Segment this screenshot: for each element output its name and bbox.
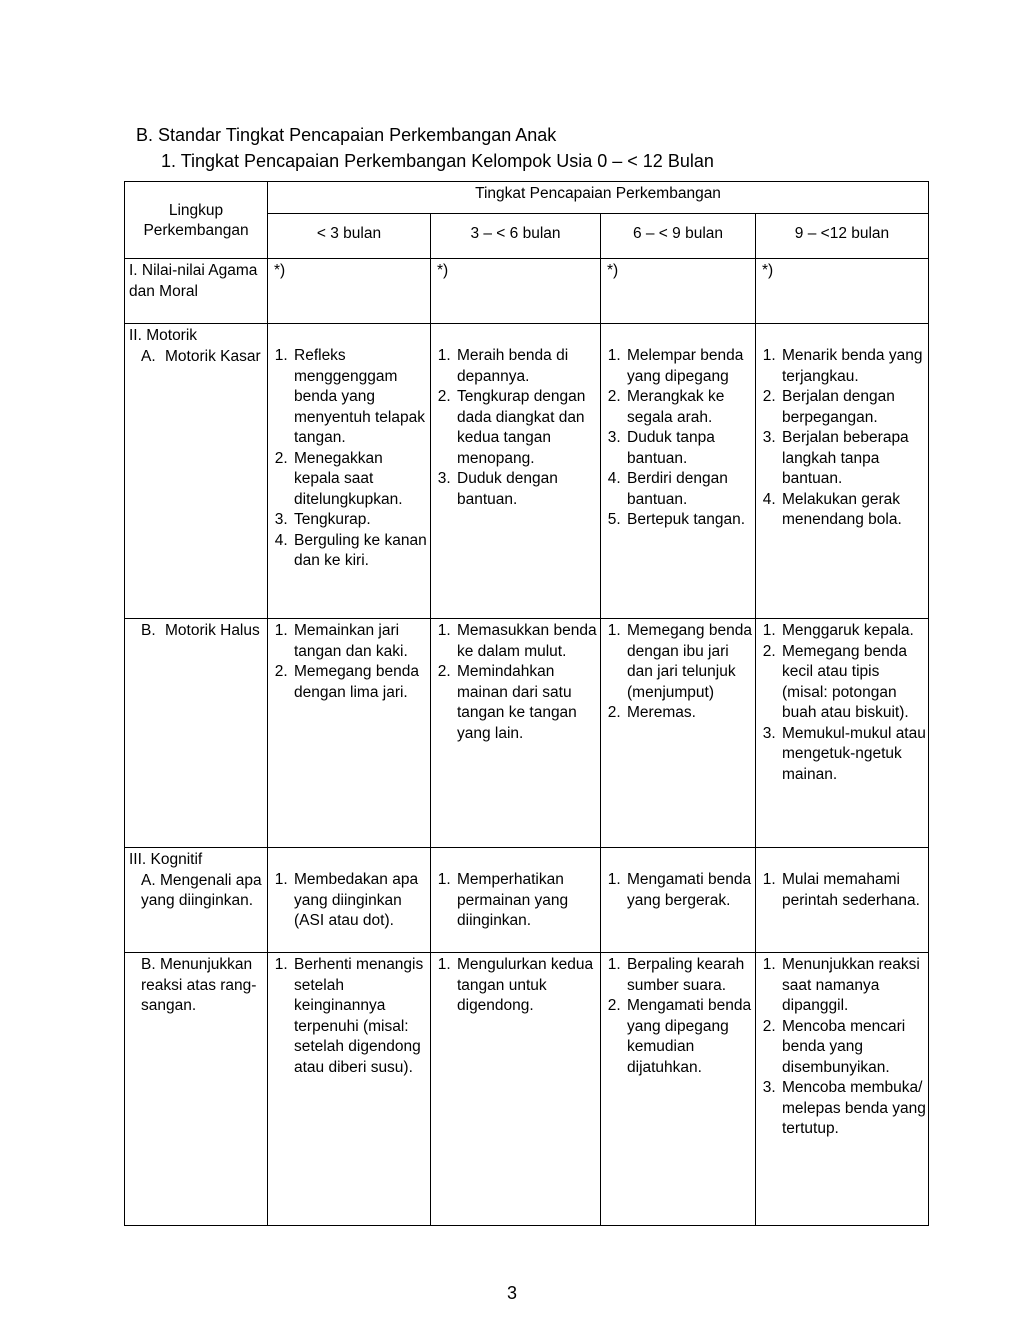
kognitif-b-cell-4 bbox=[756, 953, 929, 1226]
achievement-header: Tingkat Pencapaian Perkembangan bbox=[268, 182, 929, 214]
kasar-cell-1 bbox=[268, 324, 431, 619]
list-item: 1. Menunjukkan reaksi saat namanya dipanggil. bbox=[780, 955, 926, 1017]
list-item: 2. Meremas. bbox=[625, 703, 753, 724]
table-row bbox=[125, 953, 929, 1226]
age-col-2: 6 – < 9 bulan bbox=[601, 214, 756, 259]
scope-header: Lingkup Perkembangan bbox=[125, 182, 268, 259]
list-item: 1. Berhenti menangis setelah keinginannya terpenuhi (misal: setelah digendong atau diberi susu). bbox=[292, 955, 428, 1078]
list-item: 1. Memasukkan benda ke dalam mulut. bbox=[455, 621, 598, 662]
aspect-sub-letter: B. bbox=[141, 622, 156, 639]
kognitif-a-cell-3 bbox=[601, 848, 756, 953]
list-item: 1. Membedakan apa yang diinginkan (ASI atau dot). bbox=[292, 870, 428, 932]
kognitif-b-cell-1 bbox=[268, 953, 431, 1226]
list-item: 1. Memperhatikan permainan yang diinginkan. bbox=[455, 870, 598, 932]
aspect-motorik-kasar bbox=[125, 324, 268, 619]
list-item: 3. Duduk tanpa bantuan. bbox=[625, 428, 753, 469]
list-item: 1. Memainkan jari tangan dan kaki. bbox=[292, 621, 428, 662]
table-row bbox=[125, 619, 929, 848]
kognitif-a-cell-2 bbox=[431, 848, 601, 953]
table-header-row bbox=[125, 182, 929, 214]
list-item: 5. Bertepuk tangan. bbox=[625, 510, 753, 531]
table-row bbox=[125, 848, 929, 953]
subsection-heading: 1. Tingkat Pencapaian Perkembangan Kelompok Usia 0 – < 12 Bulan bbox=[161, 151, 714, 171]
agama-cell-4: *) bbox=[756, 259, 929, 324]
table-row bbox=[125, 324, 929, 619]
list-item: 3. Berjalan beberapa langkah tanpa bantuan. bbox=[780, 428, 926, 490]
kognitif-a-cell-1 bbox=[268, 848, 431, 953]
aspect-kognitif-a bbox=[125, 848, 268, 953]
list-item: 1. Meraih benda di depannya. bbox=[455, 346, 598, 387]
aspect-sub-label: Motorik Kasar bbox=[165, 347, 261, 365]
development-table bbox=[124, 181, 929, 1226]
kognitif-a-cell-4 bbox=[756, 848, 929, 953]
list-item: 2. Mengamati benda yang dipegang kemudian dijatuhkan. bbox=[625, 996, 753, 1078]
list-item: 1. Refleks menggenggam benda yang menyentuh telapak tangan. bbox=[292, 346, 428, 449]
list-item: 1. Melempar benda yang dipegang bbox=[625, 346, 753, 387]
kasar-cell-3 bbox=[601, 324, 756, 619]
halus-cell-2 bbox=[431, 619, 601, 848]
agama-cell-3: *) bbox=[601, 259, 756, 324]
table-row bbox=[125, 259, 929, 324]
aspect-sub-label: A. Mengenali apa yang diinginkan. bbox=[141, 871, 262, 909]
list-item: 2. Merangkak ke segala arah. bbox=[625, 387, 753, 428]
aspect-sub-label: Motorik Halus bbox=[165, 622, 260, 639]
list-item: 2. Memegang benda kecil atau tipis (misal: potongan buah atau biskuit). bbox=[780, 642, 926, 724]
age-col-0: < 3 bulan bbox=[268, 214, 431, 259]
list-item: 1. Memegang benda dengan ibu jari dan jari telunjuk (menjumput) bbox=[625, 621, 753, 703]
halus-cell-1 bbox=[268, 619, 431, 848]
list-item: 3. Memukul-mukul atau mengetuk-ngetuk mainan. bbox=[780, 724, 926, 786]
list-item: 1. Berpaling kearah sumber suara. bbox=[625, 955, 753, 996]
agama-cell-2: *) bbox=[431, 259, 601, 324]
list-item: 3. Mencoba membuka/ melepas benda yang tertutup. bbox=[780, 1078, 926, 1140]
aspect-motorik-label: II. Motorik bbox=[129, 327, 198, 344]
list-item: 2. Berjalan dengan berpegangan. bbox=[780, 387, 926, 428]
list-item: 2. Menegakkan kepala saat ditelungkupkan. bbox=[292, 449, 428, 511]
list-item: 1. Mulai memahami perintah sederhana. bbox=[780, 870, 926, 911]
halus-cell-3 bbox=[601, 619, 756, 848]
halus-cell-4 bbox=[756, 619, 929, 848]
list-item: 4. Berguling ke kanan dan ke kiri. bbox=[292, 531, 428, 572]
aspect-agama: I. Nilai-nilai Agama dan Moral bbox=[125, 259, 268, 324]
list-item: 2. Mencoba mencari benda yang disembunyikan. bbox=[780, 1017, 926, 1079]
aspect-kognitif-label: III. Kognitif bbox=[129, 851, 203, 868]
aspect-sub-letter: A. bbox=[141, 347, 156, 365]
section-heading: B. Standar Tingkat Pencapaian Perkembangan Anak bbox=[136, 125, 557, 145]
list-item: 1. Menggaruk kepala. bbox=[780, 621, 926, 642]
list-item: 2. Tengkurap dengan dada diangkat dan kedua tangan menopang. bbox=[455, 387, 598, 469]
list-item: 2. Memindahkan mainan dari satu tangan ke tangan yang lain. bbox=[455, 662, 598, 744]
kognitif-b-cell-3 bbox=[601, 953, 756, 1226]
list-item: 4. Berdiri dengan bantuan. bbox=[625, 469, 753, 510]
list-item: 1. Menarik benda yang terjangkau. bbox=[780, 346, 926, 387]
list-item: 1. Mengulurkan kedua tangan untuk digendong. bbox=[455, 955, 598, 1017]
page-number: 3 bbox=[506, 1283, 517, 1303]
aspect-sub-label: B. Menunjukkan reaksi atas rang-sangan. bbox=[141, 956, 257, 1014]
list-item: 3. Tengkurap. bbox=[292, 510, 428, 531]
agama-cell-1: *) bbox=[268, 259, 431, 324]
kasar-cell-4 bbox=[756, 324, 929, 619]
age-col-3: 9 – <12 bulan bbox=[756, 214, 929, 259]
kasar-cell-2 bbox=[431, 324, 601, 619]
aspect-kognitif-b bbox=[125, 953, 268, 1226]
list-item: 3. Duduk dengan bantuan. bbox=[455, 469, 598, 510]
list-item: 2. Memegang benda dengan lima jari. bbox=[292, 662, 428, 703]
age-col-1: 3 – < 6 bulan bbox=[431, 214, 601, 259]
kognitif-b-cell-2 bbox=[431, 953, 601, 1226]
list-item: 1. Mengamati benda yang bergerak. bbox=[625, 870, 753, 911]
list-item: 4. Melakukan gerak menendang bola. bbox=[780, 490, 926, 531]
aspect-motorik-halus bbox=[125, 619, 268, 848]
